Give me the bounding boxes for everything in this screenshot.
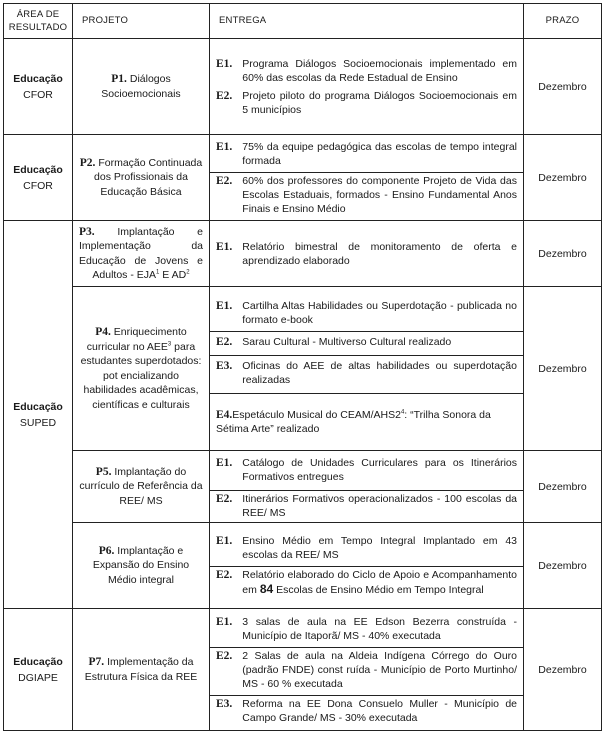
entrega-p7-e2: E2. 2 Salas de aula na Aldeia Indígena Córrego do Ouro (padrão FNDE) const ruída - Município de Porto Murtinho/ MS - 60 % executada xyxy=(210,648,523,696)
entrega-cell-p3 xyxy=(210,221,524,287)
project-cell-p2: P2. Formação Continuada dos Profissionais da Educação Básica xyxy=(73,135,210,221)
entrega-p1-e1: E1. Programa Diálogos Socioemocionais implementado em 60% das escolas da Rede Estadual de Ensino xyxy=(216,57,517,84)
entrega-p7-e3: E3. Reforma na EE Dona Consuelo Muller - Município de Campo Grande/ MS - 30% executada xyxy=(216,697,517,724)
entrega-p4-e2: E2. Sarau Cultural - Multiverso Cultural realizado xyxy=(210,332,523,356)
entrega-p4-e3: E3. Oficinas do AEE de altas habilidades ou superdotação realizadas xyxy=(210,356,523,394)
project-cell-p6: P6. Implantação e Expansão do Ensino Médio integral xyxy=(73,523,210,609)
entrega-p6-e2: E2. Relatório elaborado do Ciclo de Apoio e Acompanhamento em 84 Escolas de Ensino Médio em Tempo Integral xyxy=(216,569,517,596)
header-entrega: ENTREGA xyxy=(210,4,524,39)
area-cell-suped: Educação SUPED xyxy=(4,221,73,609)
area-cell-cfor-2: Educação CFOR xyxy=(4,135,73,221)
header-area: ÁREA DE RESULTADO xyxy=(4,4,73,39)
area-cell-cfor-1: Educação CFOR xyxy=(4,39,73,135)
prazo-cell-p2: Dezembro xyxy=(524,135,602,221)
entrega-p3-e1: E1. Relatório bimestral de monitoramento de oferta e aprendizado elaborado xyxy=(216,240,517,267)
entrega-p5-e1: E1. Catálogo de Unidades Curriculares para os Itinerários Formativos entregues xyxy=(210,453,523,491)
table-row-p7 xyxy=(4,609,602,731)
table-row-p1 xyxy=(4,39,602,135)
entrega-cell-p5 xyxy=(210,451,524,523)
entrega-p7-e1: E1. 3 salas de aula na EE Edson Bezerra construída - Município de Itaporã/ MS - 40% executada xyxy=(210,614,523,648)
table-row-p6 xyxy=(4,523,602,609)
entrega-p5-e2: E2. Itinerários Formativos operacionalizados - 100 escolas da REE/ MS xyxy=(216,492,517,519)
table-row-p3 xyxy=(4,221,602,287)
table-row-p2 xyxy=(4,135,602,221)
entrega-cell-p1 xyxy=(210,39,524,135)
entrega-p2-e2: E2. 60% dos professores do componente Projeto de Vida das Escolas Estaduais, formados - Ensino Fundamental Anos Finais e Ensino Médio xyxy=(216,174,517,215)
project-cell-p7: P7. Implementação da Estrutura Física da REE xyxy=(73,609,210,731)
project-cell-p3: P3. Implantação e Implementação da Educação de Jovens e Adultos - EJA$^1$ E $AD^2$ xyxy=(73,221,210,287)
prazo-cell-p1: Dezembro xyxy=(524,39,602,135)
prazo-cell-p6: Dezembro xyxy=(524,523,602,609)
results-table xyxy=(3,3,602,731)
entrega-p2-e1: E1. 75% da equipe pedagógica das escolas de tempo integral formada xyxy=(210,139,523,173)
entrega-p6-e1: E1. Ensino Médio em Tempo Integral Implantado em 43 escolas da REE/ MS xyxy=(210,533,523,567)
entrega-p1-e2: E2. Projeto piloto do programa Diálogos Socioemocionais em 5 municípios xyxy=(216,89,517,116)
entrega-cell-p4 xyxy=(210,287,524,451)
entrega-cell-p7 xyxy=(210,609,524,731)
entrega-p4-e1: E1. Cartilha Altas Habilidades ou Superdotação - publicada no formato e-book xyxy=(210,298,523,332)
project-cell-p5: P5. Implantação do currículo de Referência da REE/ MS xyxy=(73,451,210,523)
table-row-p5 xyxy=(4,451,602,523)
prazo-cell-p3: Dezembro xyxy=(524,221,602,287)
entrega-cell-p2 xyxy=(210,135,524,221)
header-prazo: PRAZO xyxy=(524,4,602,39)
prazo-cell-p7: Dezembro xyxy=(524,609,602,731)
table-row-p4 xyxy=(4,287,602,451)
entrega-cell-p6 xyxy=(210,523,524,609)
project-cell-p4: P4. Enriquecimento curricular no AEE$^3$ para estudantes superdotados: pot encializando habilidades acadêmicas, científicas e culturais xyxy=(73,287,210,451)
project-cell-p1: P1. Diálogos Socioemocionais xyxy=(73,39,210,135)
area-cell-dgiape: Educação DGIAPE xyxy=(4,609,73,731)
prazo-cell-p5: Dezembro xyxy=(524,451,602,523)
prazo-cell-p4: Dezembro xyxy=(524,287,602,451)
header-projeto: PROJETO xyxy=(73,4,210,39)
header-row xyxy=(4,4,602,39)
entrega-p4-e4: E4.Espetáculo Musical do CEAM/$AHS2^4$: “Trilha Sonora da Sétima Arte” realizado xyxy=(216,408,491,435)
